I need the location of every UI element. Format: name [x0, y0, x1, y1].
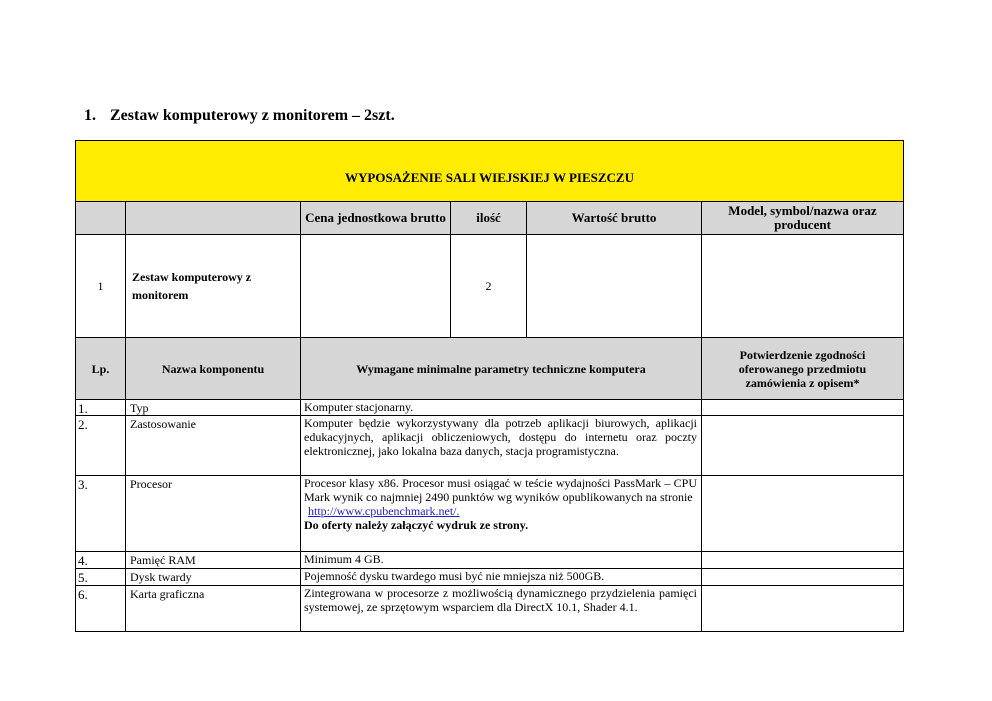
row-3-lp: 3.: [75, 475, 126, 552]
row-5-lp: 5.: [75, 568, 126, 586]
row-5-params: Pojemność dysku twardego musi być nie mniejsza niż 500GB.: [300, 568, 702, 586]
row-1-component: Typ: [125, 399, 301, 416]
unit-price-header: Cena jednostkowa brutto: [300, 201, 451, 235]
cpubenchmark-link[interactable]: http://www.cpubenchmark.net/.: [308, 504, 460, 518]
item-total-cell: [526, 234, 702, 338]
quantity-header: ilość: [450, 201, 527, 235]
heading-text: Zestaw komputerowy z monitorem – 2szt.: [110, 107, 395, 124]
item-lp: 1: [75, 234, 126, 338]
spec-header-component: Nazwa komponentu: [125, 337, 301, 400]
row-6-confirm-cell: [701, 585, 904, 632]
row-5-component: Dysk twardy: [125, 568, 301, 586]
item-unit-price-cell: [300, 234, 451, 338]
row-4-component: Pamięć RAM: [125, 551, 301, 569]
spec-header-lp: Lp.: [75, 337, 126, 400]
row-2-params: Komputer będzie wykorzystywany dla potrzeb aplikacji biurowych, aplikacji edukacyjnych, aplikacji obliczeniowych, dostępu do internetu oraz poczty elektronicznej, jako lokalna baza danych, stacja programistyczna.: [300, 415, 702, 476]
banner-text: WYPOSAŻENIE SALI WIEJSKIEJ W PIESZCZU: [345, 170, 634, 185]
row-5-confirm-cell: [701, 568, 904, 586]
row-4-confirm-cell: [701, 551, 904, 569]
section-heading: [84, 107, 395, 125]
item-model-cell: [701, 234, 904, 338]
row-1-params: Komputer stacjonarny.: [300, 399, 702, 416]
model-header: Model, symbol/nazwa oraz producent: [701, 201, 904, 235]
spec-header-confirm: Potwierdzenie zgodności oferowanego przedmiotu zamówienia z opisem*: [701, 337, 904, 400]
heading-number: 1.: [84, 107, 96, 124]
row-6-lp: 6.: [75, 585, 126, 632]
price-header-empty-name: [125, 201, 301, 235]
row-1-confirm-cell: [701, 399, 904, 416]
price-header-empty-lp: [75, 201, 126, 235]
row-6-component: Karta graficzna: [125, 585, 301, 632]
item-quantity: 2: [450, 234, 527, 338]
row-3-confirm-cell: [701, 475, 904, 552]
row-4-params: Minimum 4 GB.: [300, 551, 702, 569]
table-banner: [75, 140, 904, 202]
row-3-component: Procesor: [125, 475, 301, 552]
total-value-header: Wartość brutto: [526, 201, 702, 235]
item-name: Zestaw komputerowy z monitorem: [125, 234, 301, 338]
row-3-note: Do oferty należy załączyć wydruk ze strony.: [304, 518, 529, 532]
row-2-confirm-cell: [701, 415, 904, 476]
row-2-component: Zastosowanie: [125, 415, 301, 476]
spec-header-params: Wymagane minimalne parametry techniczne komputera: [300, 337, 702, 400]
row-2-lp: 2.: [75, 415, 126, 476]
row-6-params: Zintegrowana w procesorze z możliwością dynamicznego przydzielenia pamięci systemowej, ze sprzętowym wsparciem dla DirectX 10.1, Shader 4.1.: [300, 585, 702, 632]
row-1-lp: 1.: [75, 399, 126, 416]
row-3-params: Procesor klasy x86. Procesor musi osiągać w teście wydajności PassMark – CPU Mark wynik co najmniej 2490 punktów wg wyników opublikowanych na stronie http://www.cpubenchmark.net/. Do oferty należy załączyć wydruk ze strony.: [300, 475, 702, 552]
row-4-lp: 4.: [75, 551, 126, 569]
